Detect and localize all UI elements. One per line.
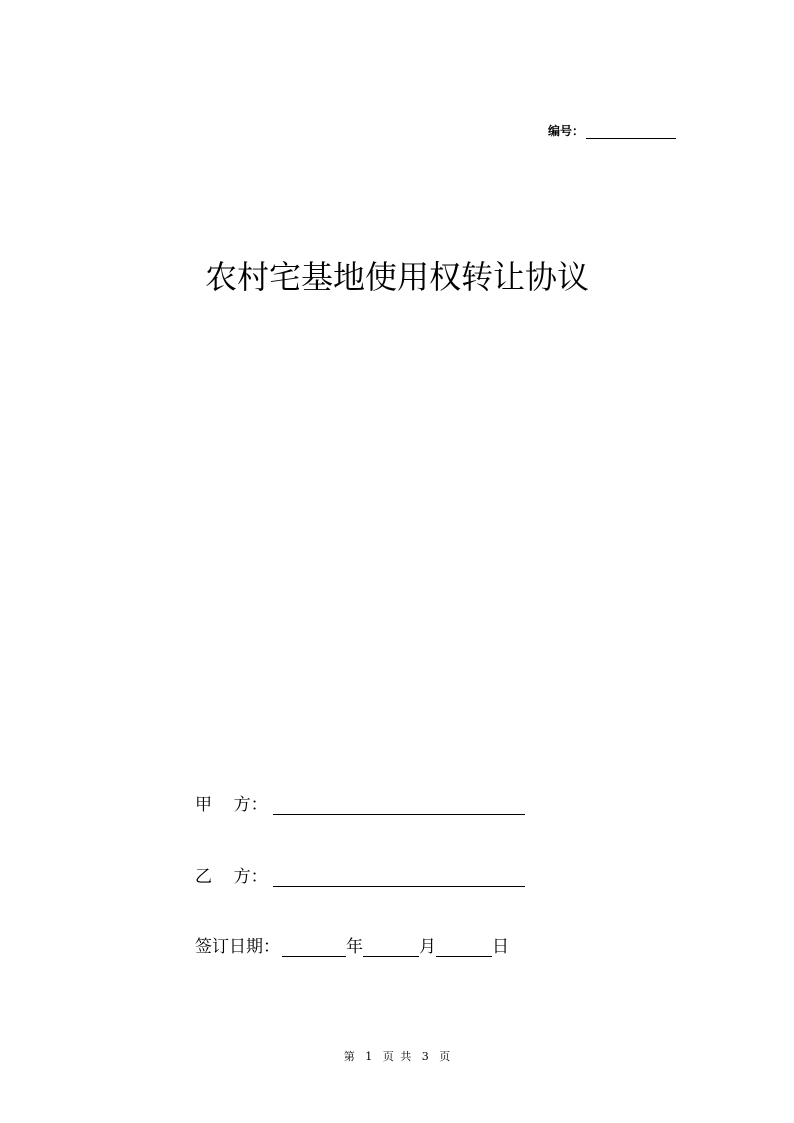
footer-page-prefix: 第 bbox=[343, 1050, 355, 1063]
footer-page-suffix: 页 bbox=[439, 1050, 451, 1063]
document-number bbox=[548, 122, 676, 139]
year-label: 年 bbox=[346, 937, 363, 957]
footer-page-mid: 页 共 bbox=[382, 1050, 412, 1063]
footer-total-pages: 3 bbox=[421, 1050, 429, 1063]
party-b-blank bbox=[273, 868, 525, 887]
month-label: 月 bbox=[419, 937, 436, 957]
page-footer bbox=[0, 1048, 794, 1064]
footer-current-page: 1 bbox=[365, 1050, 373, 1063]
day-label: 日 bbox=[492, 937, 509, 957]
party-a-blank bbox=[273, 796, 525, 815]
year-blank bbox=[282, 938, 346, 957]
signing-date-label: 签订日期： bbox=[195, 937, 280, 957]
party-a-label: 甲 方： bbox=[195, 795, 268, 815]
document-number-label: 编号： bbox=[548, 124, 585, 138]
document-number-blank bbox=[586, 125, 676, 139]
party-a-row bbox=[195, 790, 525, 815]
month-blank bbox=[363, 938, 419, 957]
party-b-label: 乙 方： bbox=[195, 867, 268, 887]
page-title: 农村宅基地使用权转让协议 bbox=[204, 258, 589, 296]
party-b-row bbox=[195, 862, 525, 887]
signing-date-row bbox=[195, 932, 509, 957]
day-blank bbox=[436, 938, 492, 957]
